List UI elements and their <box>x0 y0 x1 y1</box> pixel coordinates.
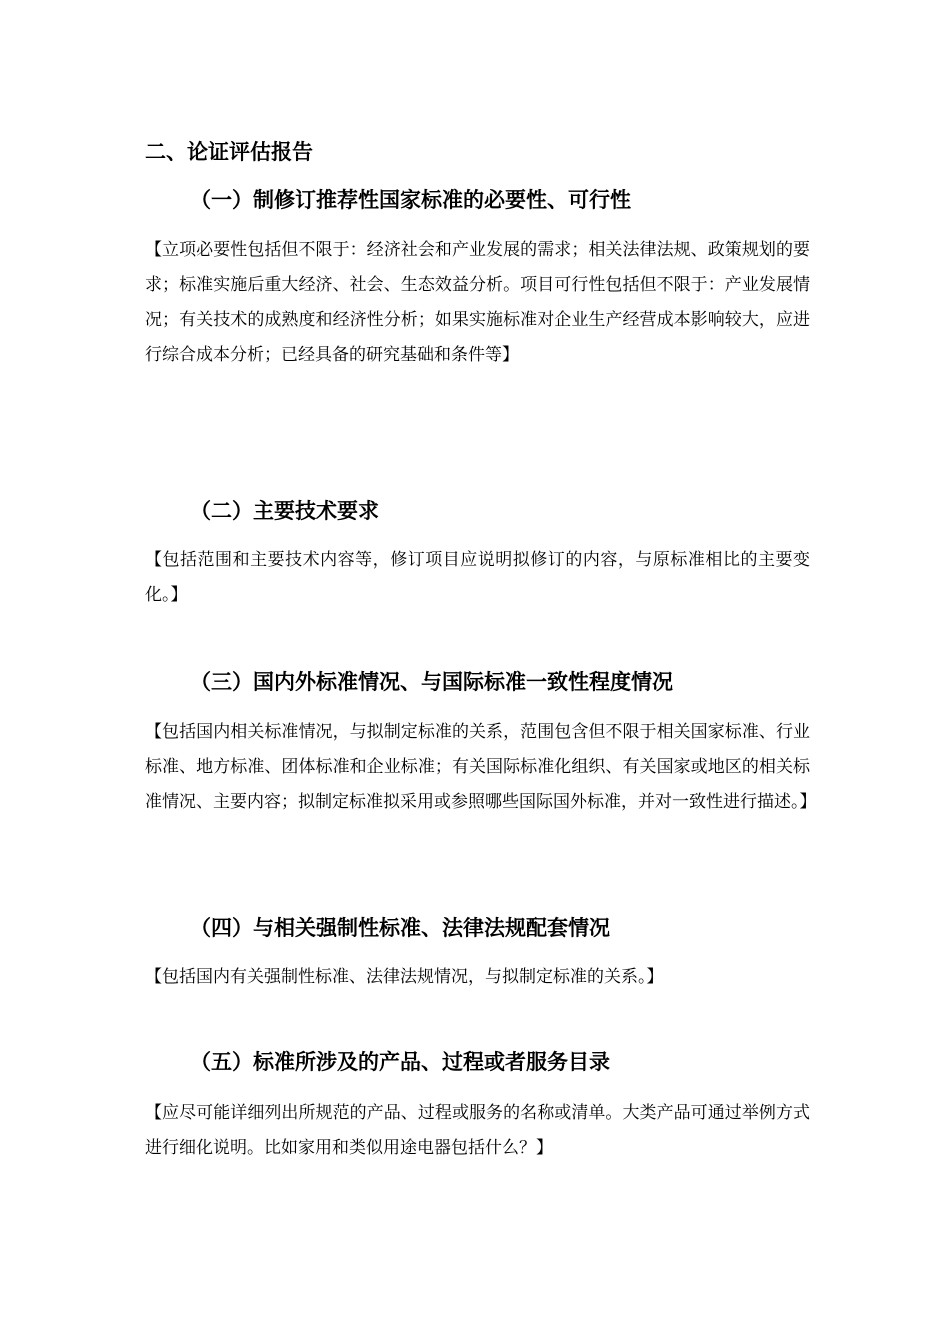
section-title: 二、论证评估报告 <box>145 140 313 164</box>
subsection-body-2: 【包括范围和主要技术内容等，修订项目应说明拟修订的内容，与原标准相比的主要变化。】 <box>145 550 810 605</box>
subsection-heading-4: （四）与相关强制性标准、法律法规配套情况 <box>190 915 610 940</box>
subsection-body-5: 【应尽可能详细列出所规范的产品、过程或服务的名称或清单。大类产品可通过举例方式进行细化说明。比如家用和类似用途电器包括什么？】 <box>145 1103 810 1158</box>
subsection-body-1: 【立项必要性包括但不限于：经济社会和产业发展的需求；相关法律法规、政策规划的要求；标准实施后重大经济、社会、生态效益分析。项目可行性包括但不限于：产业发展情况；有关技术的成熟度和经济性分析；如果实施标准对企业生产经营成本影响较大，应进行综合成本分析；已经具备的研究基础和条件等】 <box>145 240 810 365</box>
subsection-body-3: 【包括国内相关标准情况，与拟制定标准的关系，范围包含但不限于相关国家标准、行业标准、地方标准、团体标准和企业标准；有关国际标准化组织、有关国家或地区的相关标准情况、主要内容；拟制定标准拟采用或参照哪些国际国外标准，并对一致性进行描述。】 <box>145 722 817 812</box>
subsection-body-4: 【包括国内有关强制性标准、法律法规情况，与拟制定标准的关系。】 <box>145 967 664 987</box>
subsection-heading-5: （五）标准所涉及的产品、过程或者服务目录 <box>190 1049 610 1074</box>
subsection-heading-1: （一）制修订推荐性国家标准的必要性、可行性 <box>190 187 631 212</box>
subsection-heading-3: （三）国内外标准情况、与国际标准一致性程度情况 <box>190 669 673 694</box>
subsection-heading-2: （二）主要技术要求 <box>190 498 379 523</box>
